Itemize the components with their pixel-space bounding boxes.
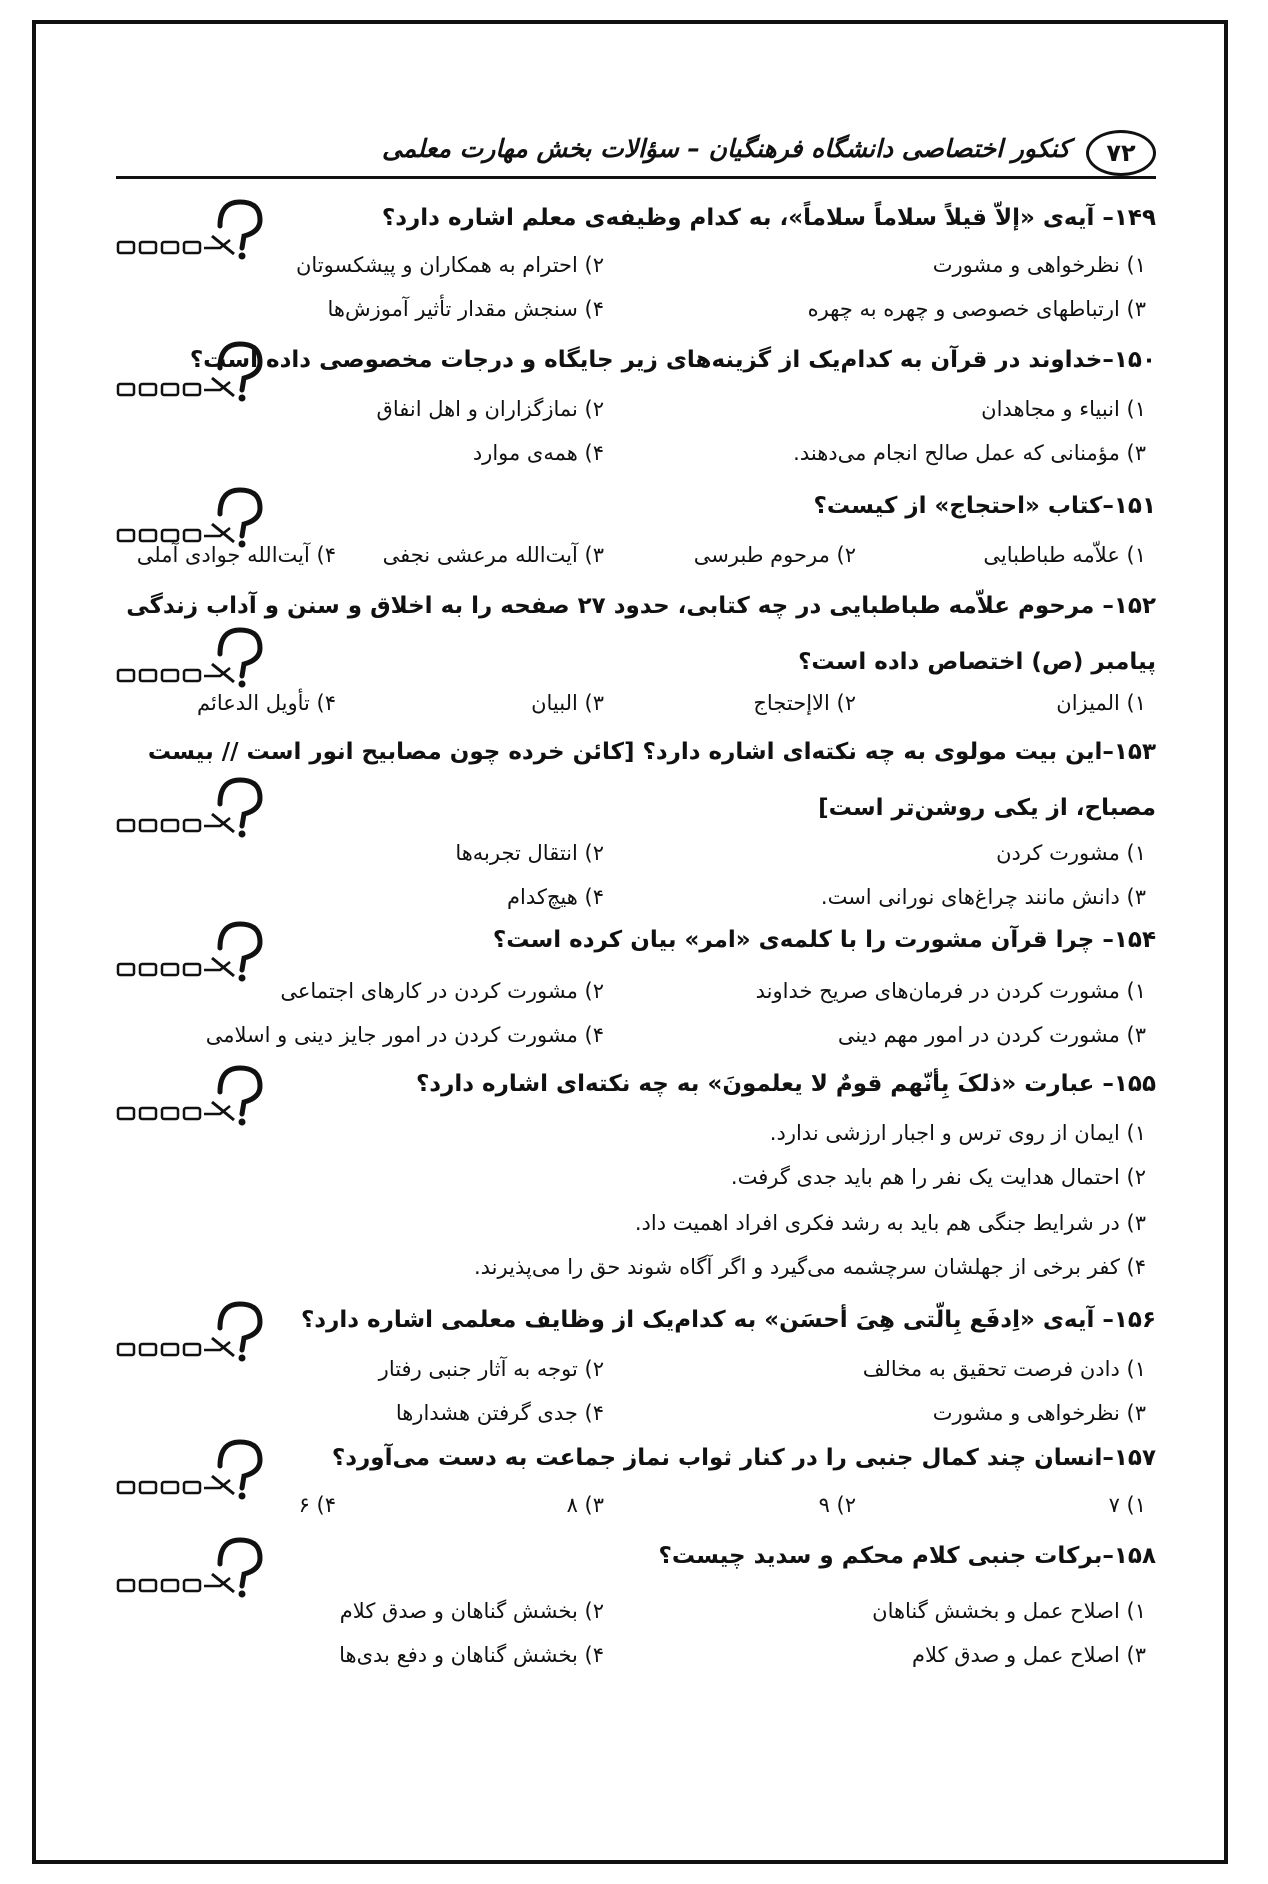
option-2: ۲) مرحوم طبرسی bbox=[693, 543, 856, 567]
option-4: ۴) تأویل الدعائم bbox=[197, 691, 336, 715]
option-3: ۳) اصلاح عمل و صدق کلام bbox=[912, 1643, 1146, 1667]
option-1: ۱) علاّمه طباطبایی bbox=[983, 543, 1146, 567]
option-2: ۲) انتقال تجربه‌ها bbox=[455, 841, 604, 865]
question-stem: ۱۵۳–این بیت مولوی به چه نکته‌ای اشاره دارد؟ [کائن خرده چون مصابیح انور است // بیست مصباح، از یکی روشن‌تر است] bbox=[147, 739, 1156, 821]
question-stem: ۱۵۸–برکات جنبی کلام محکم و سدید چیست؟ bbox=[658, 1543, 1156, 1569]
question-158 bbox=[116, 1534, 1156, 1684]
page-header bbox=[116, 124, 1156, 179]
option-2: ۲) احتمال هدایت یک نفر را هم باید جدی گرفت. bbox=[730, 1165, 1146, 1189]
question-156 bbox=[116, 1298, 1156, 1432]
question-154 bbox=[116, 918, 1156, 1054]
option-1: ۱) دادن فرصت تحقیق به مخالف bbox=[862, 1357, 1146, 1381]
option-1: ۱) انبیاء و مجاهدان bbox=[981, 397, 1146, 421]
option-2: ۲) الاإحتجاج bbox=[753, 691, 856, 715]
question-stem: ۱۵۶– آیه‌ی «اِدفَع بِالّتی هِیَ أحسَن» به کدام‌یک از وظایف معلمی اشاره دارد؟ bbox=[300, 1307, 1156, 1333]
option-3: ۳) دانش مانند چراغ‌های نورانی است. bbox=[820, 885, 1146, 909]
question-151 bbox=[116, 484, 1156, 574]
option-4: ۴) همه‌ی موارد bbox=[472, 441, 604, 465]
question-stem: ۱۵۲– مرحوم علاّمه طباطبایی در چه کتابی، حدود ۲۷ صفحه را به اخلاق و سنن و آداب زندگی پیامبر (ص) اختصاص داده است؟ bbox=[126, 593, 1156, 675]
question-mark-with-boxes-icon bbox=[116, 1436, 266, 1502]
page-number: ۷۲ bbox=[1086, 130, 1156, 176]
option-2: ۲) نمازگزاران و اهل انفاق bbox=[376, 397, 604, 421]
header-title: کنکور اختصاصی دانشگاه فرهنگیان – سؤالات بخش مهارت معلمی bbox=[381, 134, 1070, 163]
option-4: ۴) آیت‌الله جوادی آملی bbox=[136, 543, 336, 567]
question-152 bbox=[116, 578, 1156, 720]
question-stem: ۱۴۹– آیه‌ی «إلاّ قیلاً سلاماً سلاماً»، به کدام وظیفه‌ی معلم اشاره دارد؟ bbox=[381, 205, 1156, 231]
option-1: ۱) مشورت کردن bbox=[996, 841, 1146, 865]
question-stem: ۱۵۷–انسان چند کمال جنبی را در کنار ثواب نماز جماعت به دست می‌آورد؟ bbox=[331, 1445, 1156, 1471]
question-153 bbox=[116, 724, 1156, 914]
question-mark-with-boxes-icon bbox=[116, 1298, 266, 1364]
option-1: ۱) مشورت کردن در فرمان‌های صریح خداوند bbox=[755, 979, 1146, 1003]
question-155 bbox=[116, 1062, 1156, 1292]
question-stem: ۱۵۰–خداوند در قرآن به کدام‌یک از گزینه‌های زیر جایگاه و درجات مخصوصی داده است؟ bbox=[189, 347, 1156, 373]
option-4: ۴) مشورت کردن در امور جایز دینی و اسلامی bbox=[205, 1023, 604, 1047]
option-4: ۴) جدی گرفتن هشدارها bbox=[395, 1401, 604, 1425]
option-1: ۱) ایمان از روی ترس و اجبار ارزشی ندارد. bbox=[769, 1121, 1146, 1145]
option-2: ۲) توجه به آثار جنبی رفتار bbox=[378, 1357, 604, 1381]
option-1: ۱) اصلاح عمل و بخشش گناهان bbox=[872, 1599, 1146, 1623]
option-1: ۱) المیزان bbox=[1056, 691, 1146, 715]
question-mark-with-boxes-icon bbox=[116, 918, 266, 984]
option-4: ۴) ۶ bbox=[298, 1493, 336, 1517]
option-3: ۳) مشورت کردن در امور مهم دینی bbox=[837, 1023, 1146, 1047]
option-3: ۳) در شرایط جنگی هم باید به رشد فکری افراد اهمیت داد. bbox=[634, 1211, 1146, 1235]
option-2: ۲) مشورت کردن در کارهای اجتماعی bbox=[280, 979, 604, 1003]
option-4: ۴) بخشش گناهان و دفع بدی‌ها bbox=[339, 1643, 604, 1667]
option-4: ۴) هیچ‌کدام bbox=[507, 885, 604, 909]
question-stem: ۱۵۱–کتاب «احتجاج» از کیست؟ bbox=[813, 493, 1156, 519]
option-3: ۳) البیان bbox=[531, 691, 604, 715]
option-3: ۳) آیت‌الله مرعشی نجفی bbox=[382, 543, 604, 567]
question-149 bbox=[116, 196, 1156, 326]
option-3: ۳) مؤمنانی که عمل صالح انجام می‌دهند. bbox=[793, 441, 1146, 465]
question-mark-with-boxes-icon bbox=[116, 196, 266, 262]
question-mark-with-boxes-icon bbox=[116, 1534, 266, 1600]
question-stem: ۱۵۴– چرا قرآن مشورت را با کلمه‌ی «امر» بیان کرده است؟ bbox=[492, 927, 1156, 953]
option-4: ۴) کفر برخی از جهلشان سرچشمه می‌گیرد و اگر آگاه شوند حق را می‌پذیرند. bbox=[473, 1255, 1146, 1279]
option-3: ۳) ۸ bbox=[566, 1493, 604, 1517]
question-stem: ۱۵۵– عبارت «ذلکَ بِأنّهم قومٌ لا یعلمونَ» به چه نکته‌ای اشاره دارد؟ bbox=[415, 1071, 1156, 1097]
option-1: ۱) نظرخواهی و مشورت bbox=[932, 253, 1146, 277]
option-3: ۳) نظرخواهی و مشورت bbox=[932, 1401, 1146, 1425]
option-2: ۲) احترام به همکاران و پیشکسوتان bbox=[295, 253, 604, 277]
question-mark-with-boxes-icon bbox=[116, 1062, 266, 1128]
option-1: ۱) ۷ bbox=[1108, 1493, 1146, 1517]
question-150 bbox=[116, 338, 1156, 468]
option-3: ۳) ارتباطهای خصوصی و چهره به چهره bbox=[807, 297, 1146, 321]
option-4: ۴) سنجش مقدار تأثیر آموزش‌ها bbox=[327, 297, 604, 321]
option-2: ۲) ۹ bbox=[818, 1493, 856, 1517]
question-157 bbox=[116, 1436, 1156, 1536]
option-2: ۲) بخشش گناهان و صدق کلام bbox=[339, 1599, 604, 1623]
